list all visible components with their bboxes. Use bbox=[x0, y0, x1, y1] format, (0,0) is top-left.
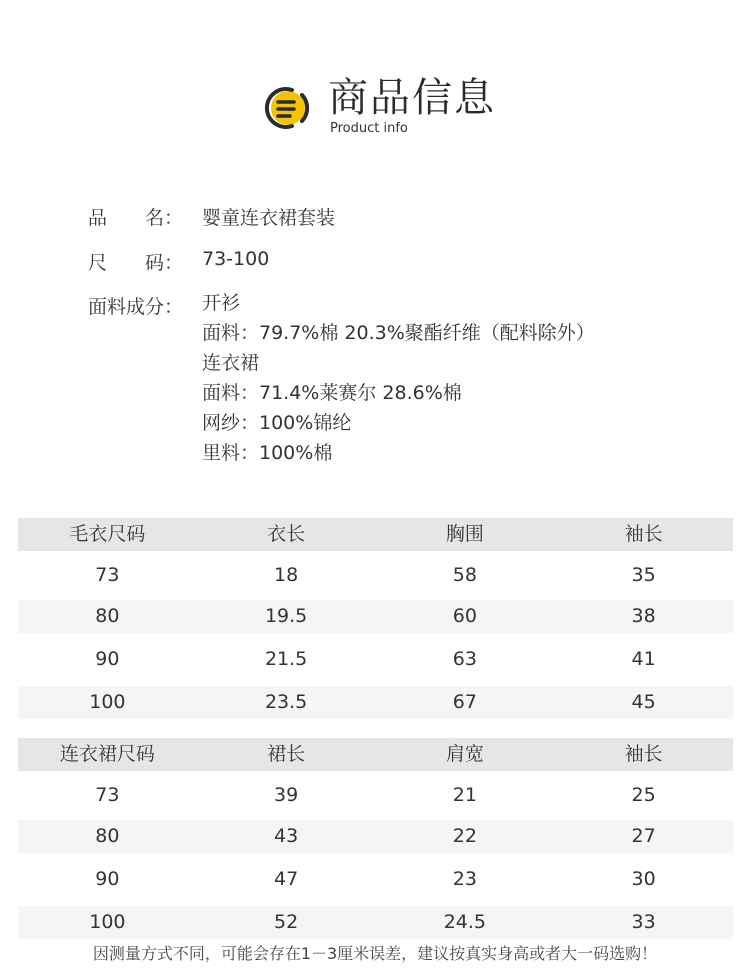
table-cell: 33 bbox=[631, 911, 656, 933]
table-cell: 23 bbox=[452, 868, 477, 890]
table-header-cell: 毛衣尺码 bbox=[69, 523, 146, 545]
material-line: 开衫 bbox=[202, 292, 241, 314]
table-header-row bbox=[18, 518, 733, 551]
table-row bbox=[18, 600, 733, 633]
table-row bbox=[18, 559, 733, 592]
table-cell: 41 bbox=[631, 648, 656, 670]
material-line: 连衣裙 bbox=[202, 352, 260, 374]
table-cell: 80 bbox=[95, 605, 120, 627]
table-cell: 22 bbox=[452, 825, 477, 847]
table-cell: 27 bbox=[631, 825, 656, 847]
table-cell: 24.5 bbox=[443, 911, 487, 933]
table-cell: 90 bbox=[95, 648, 120, 670]
product-info-header bbox=[262, 74, 502, 144]
table-cell: 63 bbox=[452, 648, 477, 670]
table-row bbox=[18, 643, 733, 676]
table-cell: 90 bbox=[95, 868, 120, 890]
table-header-cell: 袖长 bbox=[624, 523, 663, 545]
table-cell: 18 bbox=[274, 564, 299, 586]
table-cell: 21.5 bbox=[264, 648, 308, 670]
table-row bbox=[18, 779, 733, 812]
table-row bbox=[18, 863, 733, 896]
page-subtitle: Product info bbox=[330, 121, 408, 136]
material-line: 面料：79.7%棉 20.3%聚酯纤维（配料除外） bbox=[202, 322, 595, 344]
table-cell: 43 bbox=[274, 825, 299, 847]
table-cell: 52 bbox=[274, 911, 299, 933]
table-row bbox=[18, 820, 733, 853]
material-label: 面料成分： bbox=[88, 296, 184, 318]
material-line: 里料：100%棉 bbox=[202, 442, 333, 464]
table-cell: 21 bbox=[452, 784, 477, 806]
table-cell: 100 bbox=[89, 691, 126, 713]
table-cell: 58 bbox=[452, 564, 477, 586]
table-header-cell: 裙长 bbox=[267, 743, 306, 765]
table-cell: 73 bbox=[95, 564, 120, 586]
product-name-label: 品 名： bbox=[88, 207, 184, 229]
table-cell: 45 bbox=[631, 691, 656, 713]
table-header-cell: 连衣裙尺码 bbox=[59, 743, 155, 765]
product-name-value: 婴童连衣裙套装 bbox=[202, 207, 336, 229]
table-cell: 38 bbox=[631, 605, 656, 627]
table-cell: 73 bbox=[95, 784, 120, 806]
table-header-cell: 胸围 bbox=[445, 523, 484, 545]
table-cell: 25 bbox=[631, 784, 656, 806]
table-header-row bbox=[18, 738, 733, 771]
table-header-cell: 肩宽 bbox=[445, 743, 484, 765]
table-header-cell: 袖长 bbox=[624, 743, 663, 765]
measurement-note: 因测量方式不同，可能会存在1－3厘米误差，建议按真实身高或者大一码选购！ bbox=[92, 944, 658, 963]
material-line: 面料：71.4%莱赛尔 28.6%棉 bbox=[202, 382, 462, 404]
material-line: 网纱：100%锦纶 bbox=[202, 412, 352, 434]
table-cell: 47 bbox=[274, 868, 299, 890]
table-cell: 80 bbox=[95, 825, 120, 847]
table-cell: 35 bbox=[631, 564, 656, 586]
menu-list-icon bbox=[262, 86, 314, 132]
table-cell: 39 bbox=[274, 784, 299, 806]
size-value: 73-100 bbox=[202, 248, 270, 270]
table-cell: 67 bbox=[452, 691, 477, 713]
table-cell: 60 bbox=[452, 605, 477, 627]
table-cell: 100 bbox=[89, 911, 126, 933]
table-cell: 19.5 bbox=[264, 605, 308, 627]
page-title: 商品信息 bbox=[328, 75, 496, 121]
size-label: 尺 码： bbox=[88, 252, 184, 274]
table-header-cell: 衣长 bbox=[267, 523, 306, 545]
table-row bbox=[18, 686, 733, 719]
table-cell: 30 bbox=[631, 868, 656, 890]
table-row bbox=[18, 906, 733, 939]
table-cell: 23.5 bbox=[264, 691, 308, 713]
